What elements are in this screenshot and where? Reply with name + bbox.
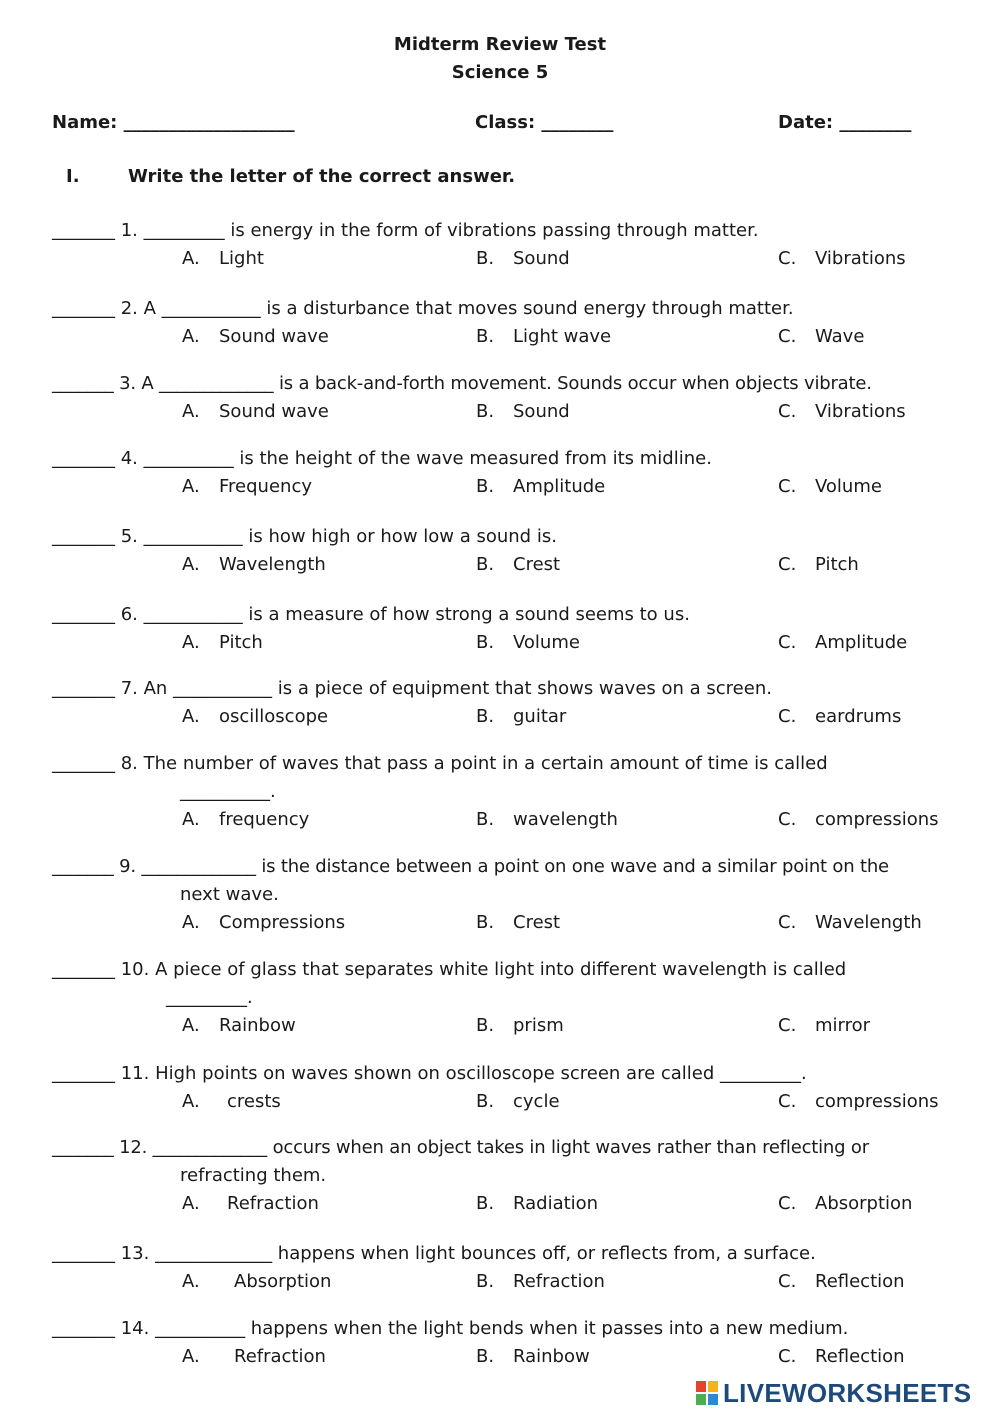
option-c: C. Reflection: [778, 1271, 905, 1292]
question-7: [52, 675, 972, 731]
question-options: [52, 806, 972, 834]
section-heading: [66, 166, 515, 187]
option-b: B. Crest: [476, 554, 561, 575]
option-a: A. Sound wave: [182, 401, 329, 422]
option-b: B. Rainbow: [476, 1346, 590, 1367]
question-14: [52, 1315, 972, 1371]
option-b: B. Radiation: [476, 1193, 599, 1214]
question-options: [52, 245, 972, 273]
option-c: C. Absorption: [778, 1193, 913, 1214]
question-options: [52, 551, 972, 579]
question-options: [52, 473, 972, 501]
watermark-text: LIVEWORKSHEETS: [723, 1378, 972, 1408]
question-options: [52, 1190, 972, 1218]
question-8: [52, 750, 972, 834]
question-stem[interactable]: _______ 7. An ___________ is a piece of equipment that shows waves on a screen.: [52, 678, 772, 699]
option-c: C. mirror: [778, 1015, 871, 1036]
question-stem[interactable]: _______ 11. High points on waves shown on oscilloscope screen are called _________.: [52, 1063, 807, 1084]
option-a: A. Refraction: [182, 1346, 326, 1367]
option-c: C. Wave: [778, 326, 865, 347]
option-c: C. Reflection: [778, 1346, 905, 1367]
question-12: [52, 1134, 972, 1218]
question-options: [52, 323, 972, 351]
option-c: C. eardrums: [778, 706, 902, 727]
question-stem[interactable]: _______ 9. _____________ is the distance between a point on one wave and a similar point on the: [52, 856, 889, 877]
option-a: A. crests: [182, 1091, 281, 1112]
question-options: [52, 1088, 972, 1116]
question-13: [52, 1240, 972, 1296]
question-options: [52, 1343, 972, 1371]
name-field[interactable]: Name: ___________________: [52, 112, 295, 133]
option-c: C. Amplitude: [778, 632, 908, 653]
question-options: [52, 909, 972, 937]
liveworksheets-logo-icon: [696, 1381, 718, 1405]
question-stem[interactable]: _______ 2. A ___________ is a disturbance that moves sound energy through matter.: [52, 298, 794, 319]
question-11: [52, 1060, 972, 1116]
option-a: A. Pitch: [182, 632, 263, 653]
option-b: B. Crest: [476, 912, 561, 933]
question-5: [52, 523, 972, 579]
question-stem[interactable]: _______ 8. The number of waves that pass a point in a certain amount of time is called: [52, 753, 828, 774]
date-field[interactable]: Date: ________: [778, 112, 912, 133]
option-c: C. Wavelength: [778, 912, 922, 933]
section-instruction: Write the letter of the correct answer.: [128, 166, 516, 187]
question-stem[interactable]: _______ 1. _________ is energy in the form of vibrations passing through matter.: [52, 220, 759, 241]
question-stem[interactable]: _______ 10. A piece of glass that separates white light into different wavelength is called: [52, 959, 847, 980]
logo-square-blue: [708, 1394, 718, 1405]
question-6: [52, 601, 972, 657]
question-stem-continued: refracting them.: [180, 1165, 327, 1186]
option-a: A. frequency: [182, 809, 310, 830]
option-c: C. Vibrations: [778, 248, 906, 269]
question-stem[interactable]: _______ 6. ___________ is a measure of how strong a sound seems to us.: [52, 604, 690, 625]
option-c: C. compressions: [778, 809, 939, 830]
option-b: B. cycle: [476, 1091, 560, 1112]
option-a: A. Absorption: [182, 1271, 332, 1292]
question-1: [52, 217, 972, 273]
page-title: Midterm Review Test: [393, 34, 607, 55]
question-options: [52, 1268, 972, 1296]
option-a: A. Frequency: [182, 476, 312, 497]
option-b: B. Sound: [476, 248, 570, 269]
question-options: [52, 703, 972, 731]
option-a: A. Sound wave: [182, 326, 329, 347]
option-b: B. guitar: [476, 706, 567, 727]
question-stem[interactable]: _______ 13. _____________ happens when light bounces off, or reflects from, a surface.: [52, 1243, 816, 1264]
option-c: C. Vibrations: [778, 401, 906, 422]
question-9: [52, 853, 972, 937]
question-10: [52, 956, 972, 1040]
question-options: [52, 398, 972, 426]
logo-square-green: [696, 1394, 706, 1405]
option-b: B. wavelength: [476, 809, 618, 830]
option-b: B. Light wave: [476, 326, 612, 347]
option-a: A. Rainbow: [182, 1015, 296, 1036]
option-a: A. Refraction: [182, 1193, 319, 1214]
question-stem[interactable]: _______ 5. ___________ is how high or how low a sound is.: [52, 526, 557, 547]
option-a: A. Light: [182, 248, 264, 269]
option-a: A. Compressions: [182, 912, 346, 933]
question-options: [52, 629, 972, 657]
question-3: [52, 370, 972, 426]
option-a: A. oscilloscope: [182, 706, 329, 727]
question-options: [52, 1012, 972, 1040]
question-4: [52, 445, 972, 501]
option-b: B. Volume: [476, 632, 580, 653]
option-b: B. prism: [476, 1015, 564, 1036]
option-c: C. compressions: [778, 1091, 939, 1112]
logo-square-red: [696, 1381, 706, 1392]
logo-square-yellow: [708, 1381, 718, 1392]
option-b: B. Refraction: [476, 1271, 605, 1292]
option-b: B. Amplitude: [476, 476, 606, 497]
question-stem[interactable]: _______ 12. _____________ occurs when an object takes in light waves rather than reflecting or: [52, 1137, 869, 1158]
question-stem[interactable]: _______ 3. A _____________ is a back-and-forth movement. Sounds occur when objects vibrate.: [52, 373, 872, 394]
page-subtitle: Science 5: [451, 62, 549, 83]
question-stem-continued: __________.: [180, 781, 276, 802]
question-stem[interactable]: _______ 14. __________ happens when the light bends when it passes into a new medium.: [52, 1318, 849, 1339]
option-b: B. Sound: [476, 401, 570, 422]
question-2: [52, 295, 972, 351]
question-stem[interactable]: _______ 4. __________ is the height of the wave measured from its midline.: [52, 448, 712, 469]
section-number: I.: [66, 166, 80, 187]
option-a: A. Wavelength: [182, 554, 326, 575]
option-c: C. Pitch: [778, 554, 859, 575]
question-stem-continued: next wave.: [180, 884, 279, 905]
class-field[interactable]: Class: ________: [475, 112, 614, 133]
question-stem-continued: _________.: [166, 987, 253, 1008]
option-c: C. Volume: [778, 476, 882, 497]
liveworksheets-watermark: [696, 1380, 996, 1408]
